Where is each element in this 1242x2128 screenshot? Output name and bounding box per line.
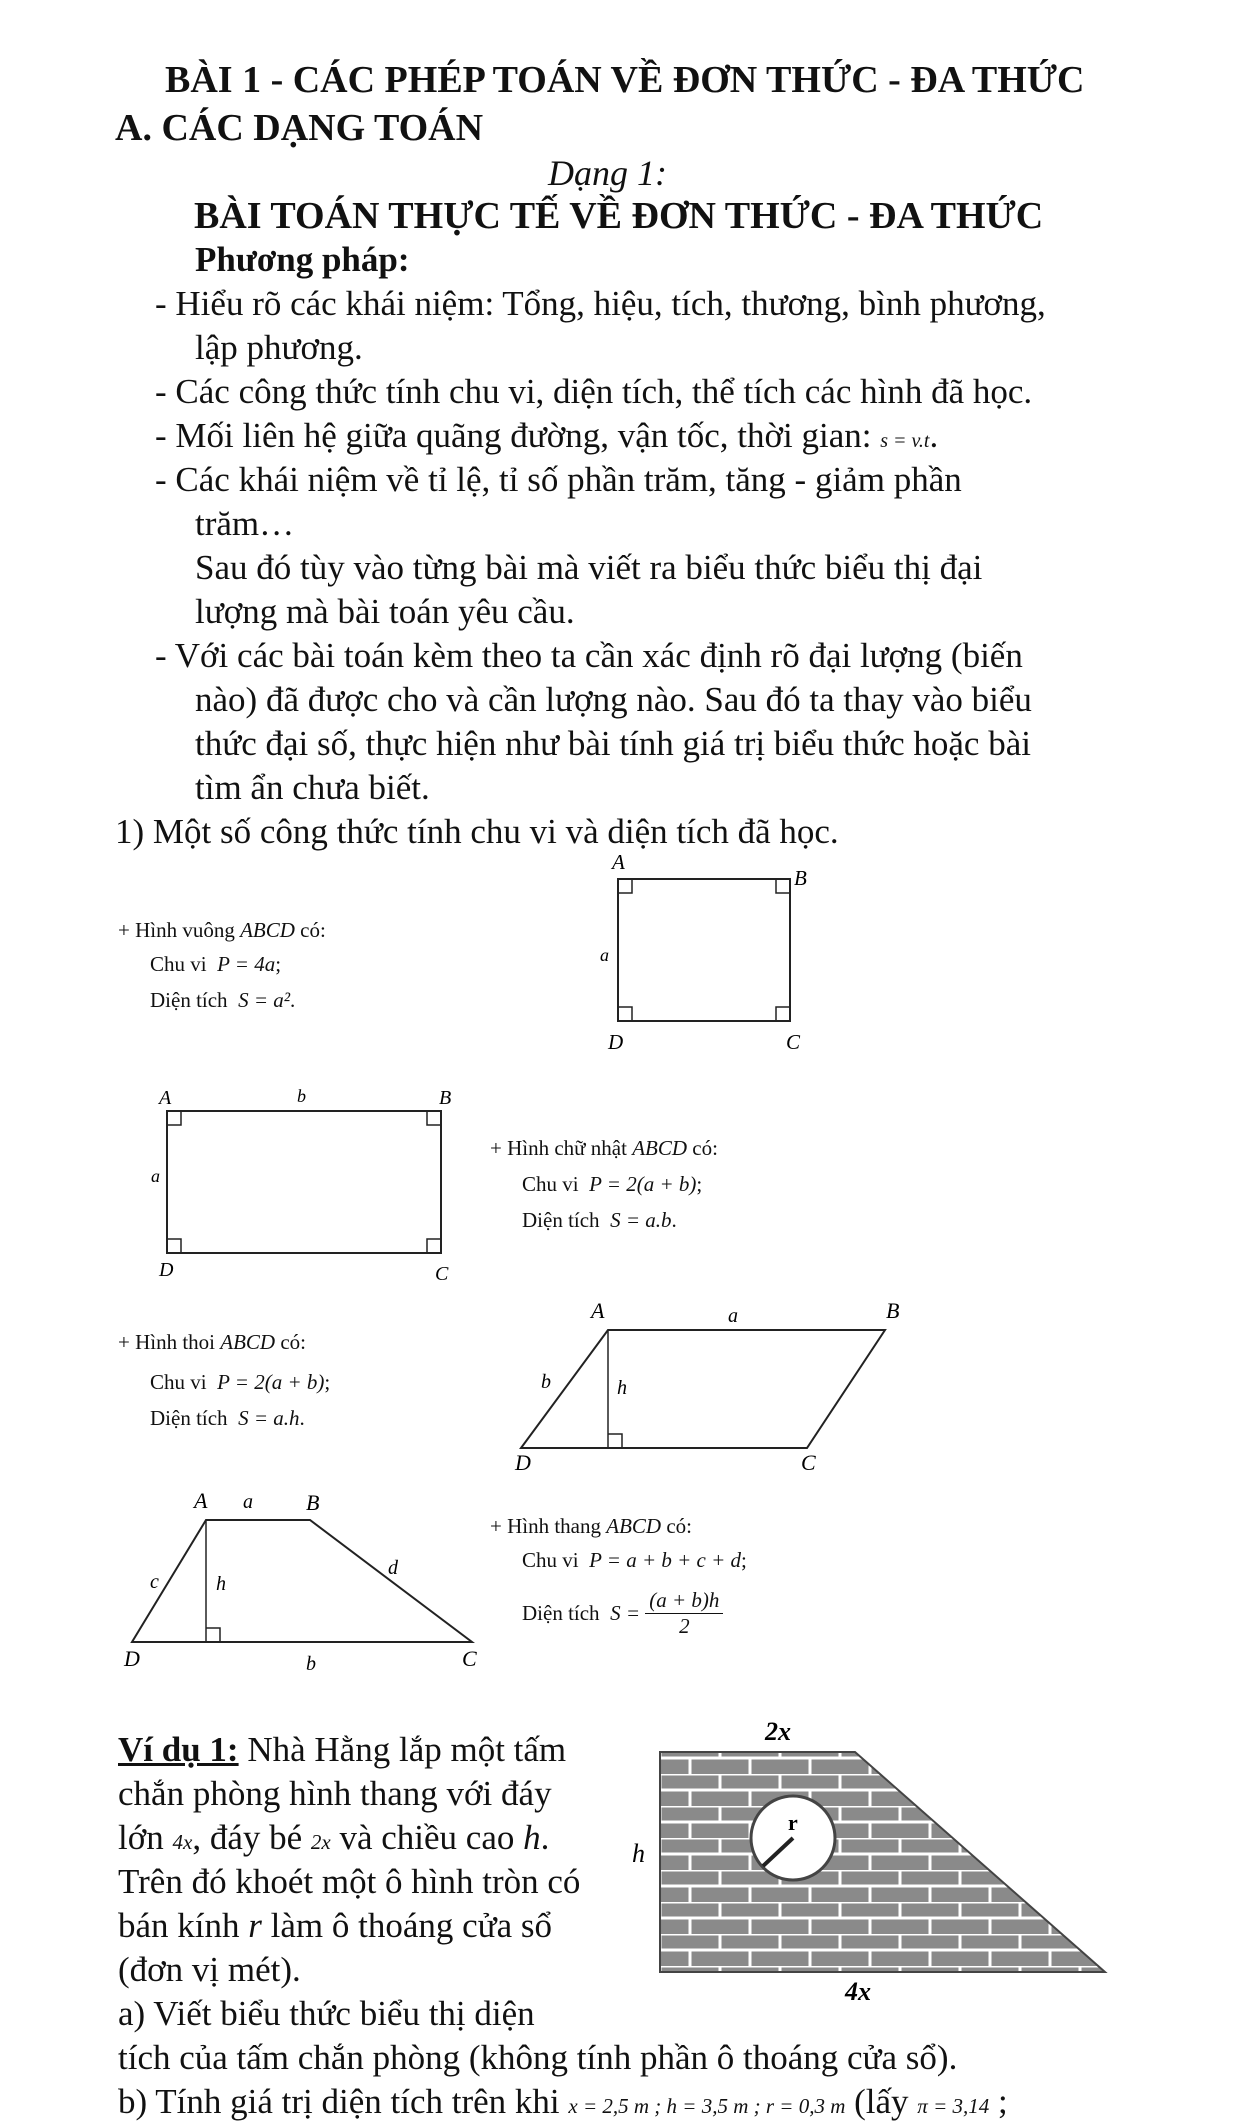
- rectangle-title-suffix: có:: [687, 1136, 718, 1160]
- rectangle-label-b: B: [439, 1087, 452, 1109]
- rectangle-perimeter-formula: P = 2(a + b): [589, 1172, 697, 1196]
- rhombus-label-d: D: [515, 1450, 531, 1475]
- trapezoid-area-label: Diện tích: [522, 1601, 600, 1625]
- square-label-d: D: [608, 1030, 624, 1054]
- trapezoid-label-a: A: [194, 1488, 208, 1513]
- square-title-suffix: có:: [294, 918, 326, 942]
- example-part-b-d: ;: [989, 2082, 1008, 2121]
- rectangle-area-formula: S = a.b: [610, 1208, 672, 1232]
- partition-label-height: h: [632, 1839, 645, 1868]
- example-line-5-a: bán kính: [118, 1906, 249, 1945]
- rectangle-perimeter: Chu vi P = 2(a + b);: [522, 1172, 703, 1196]
- square-perimeter: Chu vi P = 4a;: [150, 952, 282, 976]
- square-label-b: B: [794, 866, 807, 890]
- rhombus-label-c: C: [801, 1450, 816, 1475]
- rectangle-shape: [167, 1111, 441, 1253]
- section-a-heading: A. CÁC DẠNG TOÁN: [115, 107, 484, 149]
- partition-label-bottom: 4x: [845, 1977, 871, 2000]
- partition-label-top: 2x: [765, 1717, 791, 1746]
- velocity-formula: s = v.t: [880, 430, 930, 452]
- trapezoid-label-c: C: [462, 1646, 477, 1671]
- rhombus-title: [118, 1330, 306, 1355]
- example-line-5: [118, 1904, 552, 1948]
- rectangle-label-height: a: [151, 1166, 160, 1186]
- method-line-6d: tìm ẩn chưa biết.: [195, 768, 430, 807]
- square-title: [118, 918, 326, 943]
- trapezoid-area-lhs: S =: [610, 1601, 640, 1625]
- rhombus-area: Diện tích S = a.h.: [150, 1406, 305, 1430]
- trapezoid-label-left: c: [150, 1571, 159, 1593]
- trapezoid-label-b: B: [306, 1490, 320, 1515]
- method-heading: Phương pháp:: [195, 240, 410, 279]
- example-line-3-a: lớn: [118, 1818, 173, 1857]
- method-line-1: - Hiểu rõ các khái niệm: Tổng, hiệu, tích, thương, bình phương,: [155, 284, 1046, 323]
- trapezoid-label-d: D: [124, 1646, 140, 1671]
- example-line-5-b: làm ô thoáng cửa sổ: [261, 1906, 553, 1945]
- partition-wall: [660, 1752, 1105, 1972]
- form-label: Dạng 1:: [548, 153, 667, 193]
- rectangle-label-width: b: [297, 1086, 306, 1106]
- example-line-1-text: Nhà Hằng lắp một tấm: [238, 1730, 567, 1769]
- trapezoid-area-denominator: 2: [679, 1614, 690, 1638]
- square-title-prefix: + Hình vuông: [118, 918, 241, 942]
- trapezoid-perimeter-formula: P = a + b + c + d: [589, 1548, 742, 1572]
- rhombus-label-top: a: [728, 1305, 738, 1327]
- example-small-base: 2x: [310, 1830, 331, 1854]
- example-line-3-c: và chiều cao: [330, 1818, 524, 1857]
- trapezoid-perimeter-label: Chu vi: [522, 1548, 579, 1572]
- example-part-b-pi: π = 3,14: [917, 2094, 990, 2118]
- square-area-label: Diện tích: [150, 988, 228, 1012]
- formulas-heading: 1) Một số công thức tính chu vi và diện tích đã học.: [115, 812, 839, 851]
- rhombus-area-formula: S = a.h: [238, 1406, 300, 1430]
- trapezoid-perimeter: Chu vi P = a + b + c + d;: [522, 1548, 747, 1572]
- rectangle-area-label: Diện tích: [522, 1208, 600, 1232]
- example-label: Ví dụ 1:: [118, 1730, 239, 1769]
- example-part-a-2: tích của tấm chắn phòng (không tính phần ô thoáng cửa sổ).: [118, 2038, 958, 2077]
- rectangle-perimeter-label: Chu vi: [522, 1172, 579, 1196]
- rhombus-area-label: Diện tích: [150, 1406, 228, 1430]
- trapezoid-title-suffix: có:: [661, 1514, 692, 1538]
- square-name: ABCD: [240, 918, 295, 942]
- trapezoid-label-top: a: [243, 1491, 253, 1513]
- rectangle-title-prefix: + Hình chữ nhật: [490, 1136, 633, 1160]
- rhombus-label-b: B: [886, 1298, 900, 1323]
- example-line-4: Trên đó khoét một ô hình tròn có: [118, 1862, 581, 1901]
- trapezoid-label-bottom: b: [306, 1653, 316, 1675]
- square-label-a: A: [612, 855, 625, 874]
- method-line-4: - Các khái niệm về tỉ lệ, tỉ số phần trăm, tăng - giảm phần: [155, 460, 962, 499]
- square-figure: [590, 855, 830, 1055]
- partition-label-radius: r: [788, 1810, 798, 1835]
- example-line-3-b: , đáy bé: [192, 1818, 311, 1857]
- rhombus-perimeter-formula: P = 2(a + b): [217, 1370, 325, 1394]
- trapezoid-label-right: d: [388, 1557, 398, 1579]
- example-line-1: [118, 1728, 566, 1772]
- example-part-b-c: (lấy: [845, 2082, 918, 2121]
- method-line-1b: lập phương.: [195, 328, 363, 367]
- trapezoid-area-fraction: [645, 1588, 723, 1639]
- rhombus-label-height: h: [617, 1377, 627, 1399]
- square-label-c: C: [786, 1030, 801, 1054]
- lesson-title: BÀI 1 - CÁC PHÉP TOÁN VỀ ĐƠN THỨC - ĐA THỨC: [165, 59, 1085, 101]
- method-line-2: - Các công thức tính chu vi, diện tích, thể tích các hình đã học.: [155, 372, 1033, 411]
- square-area: Diện tích S = a².: [150, 988, 296, 1012]
- trapezoid-area: [522, 1588, 723, 1639]
- example-part-a: a) Viết biểu thức biểu thị diện: [118, 1994, 535, 2033]
- example-line-3: [118, 1816, 549, 1864]
- method-line-6: - Với các bài toán kèm theo ta cần xác định rõ đại lượng (biến: [155, 636, 1023, 675]
- square-label-side: a: [600, 945, 609, 965]
- example-line-3-d: .: [540, 1818, 550, 1857]
- rhombus-perimeter-label: Chu vi: [150, 1370, 207, 1394]
- method-line-3-text: - Mối liên hệ giữa quãng đường, vận tốc, thời gian:: [155, 416, 872, 455]
- trapezoid-title: [490, 1514, 692, 1539]
- rhombus-label-side: b: [541, 1371, 551, 1393]
- rhombus-perimeter: Chu vi P = 2(a + b);: [150, 1370, 331, 1394]
- method-line-3: - Mối liên hệ giữa quãng đường, vận tốc, thời gian: s = v.t.: [155, 416, 939, 455]
- square-area-formula: S = a²: [238, 988, 291, 1012]
- example-line-6: (đơn vị mét).: [118, 1950, 301, 1989]
- rectangle-area: Diện tích S = a.b.: [522, 1208, 677, 1232]
- example-big-base: 4x: [172, 1830, 193, 1854]
- trapezoid-shape: [132, 1520, 472, 1642]
- rhombus-title-prefix: + Hình thoi: [118, 1330, 221, 1354]
- method-line-6b: nào) đã được cho và cần lượng nào. Sau đó ta thay vào biểu: [195, 680, 1032, 719]
- square-perimeter-label: Chu vi: [150, 952, 207, 976]
- example-part-b: [118, 2080, 1008, 2128]
- rectangle-title: [490, 1136, 718, 1161]
- method-line-5b: lượng mà bài toán yêu cầu.: [195, 592, 575, 631]
- trapezoid-label-height: h: [216, 1573, 226, 1595]
- method-line-4b: trăm…: [195, 504, 295, 543]
- rhombus-title-suffix: có:: [275, 1330, 306, 1354]
- rectangle-figure: [145, 1086, 465, 1286]
- rhombus-figure: [505, 1290, 925, 1480]
- method-line-5: Sau đó tùy vào từng bài mà viết ra biểu thức biểu thị đại: [195, 548, 983, 587]
- form-title: BÀI TOÁN THỰC TẾ VỀ ĐƠN THỨC - ĐA THỨC: [194, 195, 1044, 237]
- trapezoid-title-prefix: + Hình thang: [490, 1514, 607, 1538]
- square-perimeter-formula: P = 4a: [217, 952, 276, 976]
- trapezoid-figure: [110, 1480, 490, 1680]
- trapezoid-name: ABCD: [606, 1514, 662, 1538]
- partition-figure: [630, 1710, 1120, 2000]
- example-part-b-a: b) Tính giá trị diện tích trên khi: [118, 2082, 569, 2121]
- example-radius: r: [248, 1906, 262, 1945]
- rectangle-name: ABCD: [632, 1136, 688, 1160]
- square-shape: [618, 879, 790, 1021]
- example-line-2: chắn phòng hình thang với đáy: [118, 1774, 552, 1813]
- trapezoid-area-numerator: (a + b)h: [645, 1588, 723, 1614]
- rectangle-label-c: C: [435, 1263, 449, 1285]
- rhombus-name: ABCD: [220, 1330, 276, 1354]
- rectangle-label-a: A: [159, 1087, 172, 1109]
- example-part-b-values: x = 2,5 m ; h = 3,5 m ; r = 0,3 m: [568, 2094, 846, 2118]
- rectangle-label-d: D: [159, 1259, 174, 1281]
- rhombus-label-a: A: [591, 1298, 605, 1323]
- method-line-6c: thức đại số, thực hiện như bài tính giá trị biểu thức hoặc bài: [195, 724, 1031, 763]
- rhombus-shape: [521, 1330, 885, 1448]
- example-height: h: [523, 1818, 541, 1857]
